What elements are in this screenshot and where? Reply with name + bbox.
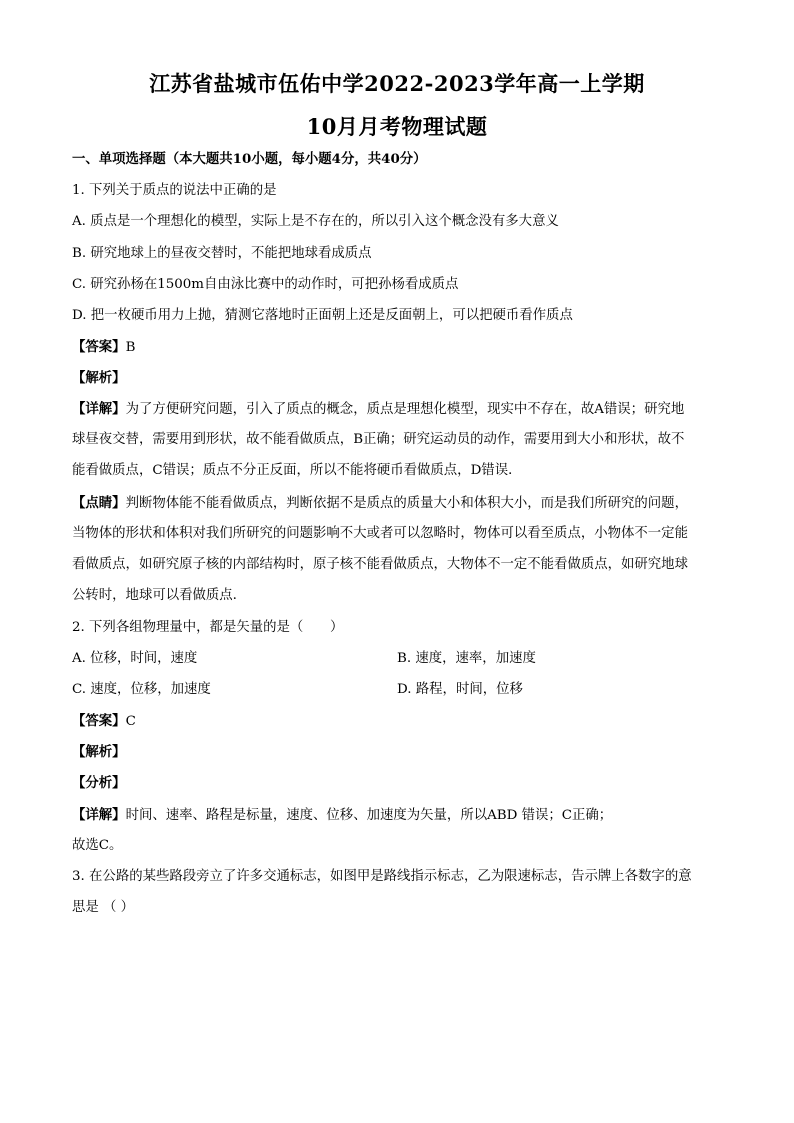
q1-option-a: A. 质点是一个理想化的模型，实际上是不存在的，所以引入这个概念没有多大意义 <box>72 214 559 229</box>
q1-comment-line3: 看做质点，如研究原子核的内部结构时，原子核不能看做质点，大物体不一定不能看做质点，如研究地球 <box>72 557 688 572</box>
q1-stem: 1. 下列关于质点的说法中正确的是 <box>72 183 277 198</box>
q2-fenxi-label: 【分析】 <box>72 775 126 791</box>
q1-answer-value: B <box>125 340 136 355</box>
q2-answer-row <box>72 711 724 732</box>
section-heading: 一、单项选择题（本大题共10小题，每小题4分，共40分） <box>72 151 427 167</box>
document-title-line2: 10月月考物理试题 <box>306 114 488 139</box>
q1-detail-line3: 能看做质点，C错误；质点不分正反面，所以不能将硬币看做质点，D错误． <box>72 463 522 478</box>
q2-option-c: C. 速度，位移，加速度 <box>72 682 211 697</box>
q2-analysis-row <box>72 742 724 763</box>
q2-conclusion: 故选C。 <box>72 838 123 853</box>
q2-fenxi-row <box>72 773 724 794</box>
q1-option-c: C. 研究孙杨在1500m自由泳比赛中的动作时，可把孙杨看成质点 <box>72 277 459 292</box>
q2-option-b: B. 速度，速率，加速度 <box>397 651 536 666</box>
q1-comment-line2: 当物体的形状和体积对我们所研究的问题影响不大或者可以忽略时，物体可以看至质点，小物体不一定能 <box>72 526 688 541</box>
q2-option-a: A. 位移，时间，速度 <box>72 651 198 666</box>
q3-stem-line1: 3. 在公路的某些路段旁立了许多交通标志，如图甲是路线指示标志，乙为限速标志，告示牌上各数字的意 <box>72 869 692 884</box>
q1-detail-line2: 球昼夜交替，需要用到形状，故不能看做质点，B正确；研究运动员的动作，需要用到大小和形状，故不 <box>72 432 685 447</box>
q1-comment-label: 【点睛】 <box>72 495 126 511</box>
q2-option-d: D. 路程，时间，位移 <box>397 682 523 697</box>
q1-analysis-label: 【解析】 <box>72 370 126 386</box>
q2-answer-value: C <box>125 714 136 729</box>
q1-comment-line4: 公转时，地球可以看做质点. <box>72 588 237 603</box>
q2-stem: 2. 下列各组物理量中，都是矢量的是（ ） <box>72 620 344 635</box>
q2-detail-label: 【详解】 <box>72 807 126 823</box>
q1-analysis-row <box>72 368 724 389</box>
document-title-line1: 江苏省盐城市伍佑中学2022-2023学年高一上学期 <box>149 71 645 96</box>
q1-option-d: D. 把一枚硬币用力上抛，猜测它落地时正面朝上还是反面朝上，可以把硬币看作质点 <box>72 308 573 323</box>
q2-detail-text1: 时间、速率、路程是标量，速度、位移、加速度为矢量，所以ABD 错误；C正确； <box>125 808 613 823</box>
q2-detail-line1 <box>72 805 724 826</box>
q2-answer-label: 【答案】 <box>72 713 126 729</box>
q1-comment-line1 <box>72 493 724 514</box>
q1-detail-label: 【详解】 <box>72 401 126 417</box>
q1-answer-label: 【答案】 <box>72 339 126 355</box>
q2-analysis-label: 【解析】 <box>72 744 126 760</box>
q1-detail-line1 <box>72 399 724 420</box>
q3-stem-line2: 思是 （ ） <box>72 900 135 915</box>
q1-detail-text1: 为了方便研究问题，引入了质点的概念，质点是理想化模型，现实中不存在，故A错误；研究地 <box>125 402 685 417</box>
q1-answer-row <box>72 337 724 358</box>
q1-option-b: B. 研究地球上的昼夜交替时，不能把地球看成质点 <box>72 246 372 261</box>
q1-comment-text1: 判断物体能不能看做质点，判断依据不是质点的质量大小和体积大小，而是我们所研究的问题， <box>125 496 688 511</box>
